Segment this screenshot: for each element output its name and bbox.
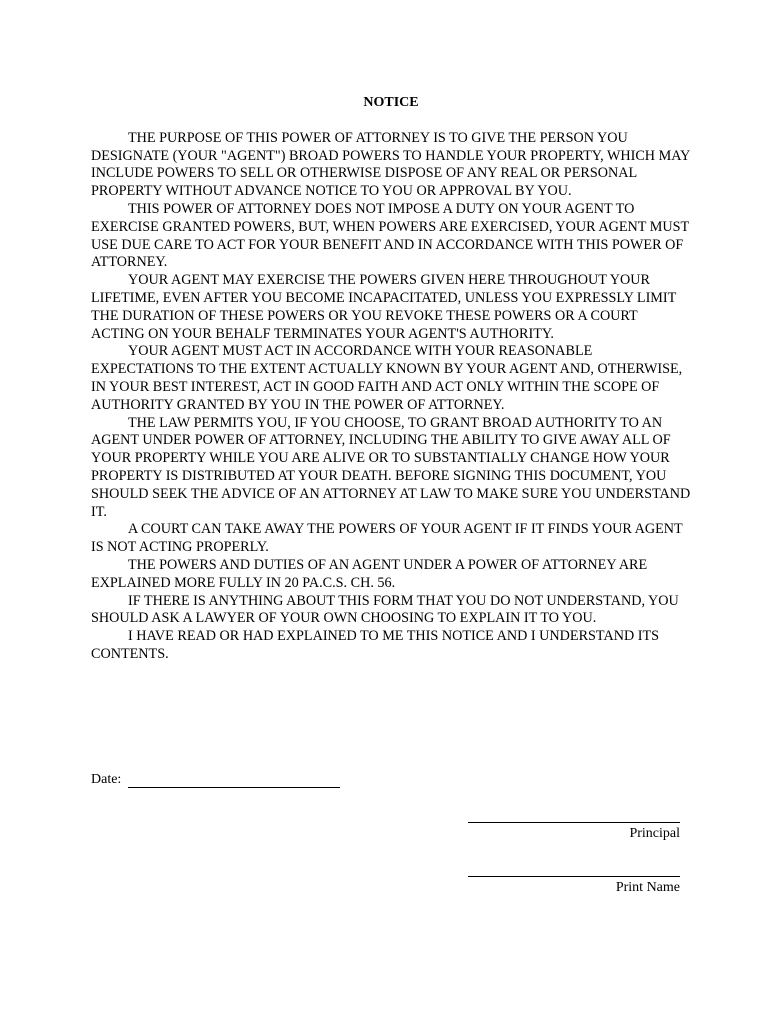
paragraph-duration: YOUR AGENT MAY EXERCISE THE POWERS GIVEN HERE THROUGHOUT YOUR LIFETIME, EVEN AFTER YOU BECOME INCAPACITATED, UNLESS YOU EXPRESSLY LIMIT THE DURATION OF THESE POWERS OR YOU REVOKE THESE POWERS OR A COURT ACTING ON YOUR BEHALF TERMINATES YOUR AGENT'S AUTHORITY.: [91, 272, 677, 342]
notice-title: NOTICE: [363, 95, 419, 110]
date-row: [91, 771, 340, 788]
principal-signature-line[interactable]: [468, 822, 680, 823]
paragraph-purpose: THE PURPOSE OF THIS POWER OF ATTORNEY IS TO GIVE THE PERSON YOU DESIGNATE (YOUR "AGENT") BROAD POWERS TO HANDLE YOUR PROPERTY, WHICH MAY INCLUDE POWERS TO SELL OR OTHERWISE DISPOSE OF ANY REAL OR PERSONAL PROPERTY WITHOUT ADVANCE NOTICE TO YOU OR APPROVAL BY YOU.: [91, 129, 690, 200]
print-name-label: Print Name: [615, 880, 680, 895]
paragraph-duty: THIS POWER OF ATTORNEY DOES NOT IMPOSE A DUTY ON YOUR AGENT TO EXERCISE GRANTED POWERS, BUT, WHEN POWERS ARE EXERCISED, YOUR AGENT MUST USE DUE CARE TO ACT FOR YOUR BENEFIT AND IN ACCORDANCE WITH THIS POWER OF ATTORNEY.: [91, 200, 689, 271]
date-label: Date:: [91, 772, 122, 787]
paragraph-broad-authority: THE LAW PERMITS YOU, IF YOU CHOOSE, TO GRANT BROAD AUTHORITY TO AN AGENT UNDER POWER OF ATTORNEY, INCLUDING THE ABILITY TO GIVE AWAY ALL OF YOUR PROPERTY WHILE YOU ARE ALIVE OR TO SUBSTANTIALLY CHANGE HOW YOUR PROPERTY IS DISTRIBUTED AT YOUR DEATH. BEFORE SIGNING THIS DOCUMENT, YOU SHOULD SEEK THE ADVICE OF AN ATTORNEY AT LAW TO MAKE SURE YOU UNDERSTAND IT.: [91, 414, 691, 520]
date-field[interactable]: [128, 771, 340, 788]
paragraph-lawyer: IF THERE IS ANYTHING ABOUT THIS FORM THAT YOU DO NOT UNDERSTAND, YOU SHOULD ASK A LAWYER OF YOUR OWN CHOOSING TO EXPLAIN IT TO YOU.: [91, 592, 679, 627]
paragraph-acknowledgement: I HAVE READ OR HAD EXPLAINED TO ME THIS NOTICE AND I UNDERSTAND ITS CONTENTS.: [91, 628, 660, 662]
notice-body: [91, 94, 691, 664]
paragraph-court: A COURT CAN TAKE AWAY THE POWERS OF YOUR AGENT IF IT FINDS YOUR AGENT IS NOT ACTING PROPERLY.: [91, 521, 683, 556]
print-name-line[interactable]: [468, 876, 680, 877]
paragraph-statute: THE POWERS AND DUTIES OF AN AGENT UNDER A POWER OF ATTORNEY ARE EXPLAINED MORE FULLY IN 20 PA.C.S. CH. 56.: [91, 556, 648, 591]
paragraph-expectations: YOUR AGENT MUST ACT IN ACCORDANCE WITH YOUR REASONABLE EXPECTATIONS TO THE EXTENT ACTUALLY KNOWN BY YOUR AGENT AND, OTHERWISE, IN YOUR BEST INTEREST, ACT IN GOOD FAITH AND ACT ONLY WITHIN THE SCOPE OF AUTHORITY GRANTED BY YOU IN THE POWER OF ATTORNEY.: [91, 343, 683, 413]
principal-label: Principal: [629, 826, 680, 841]
